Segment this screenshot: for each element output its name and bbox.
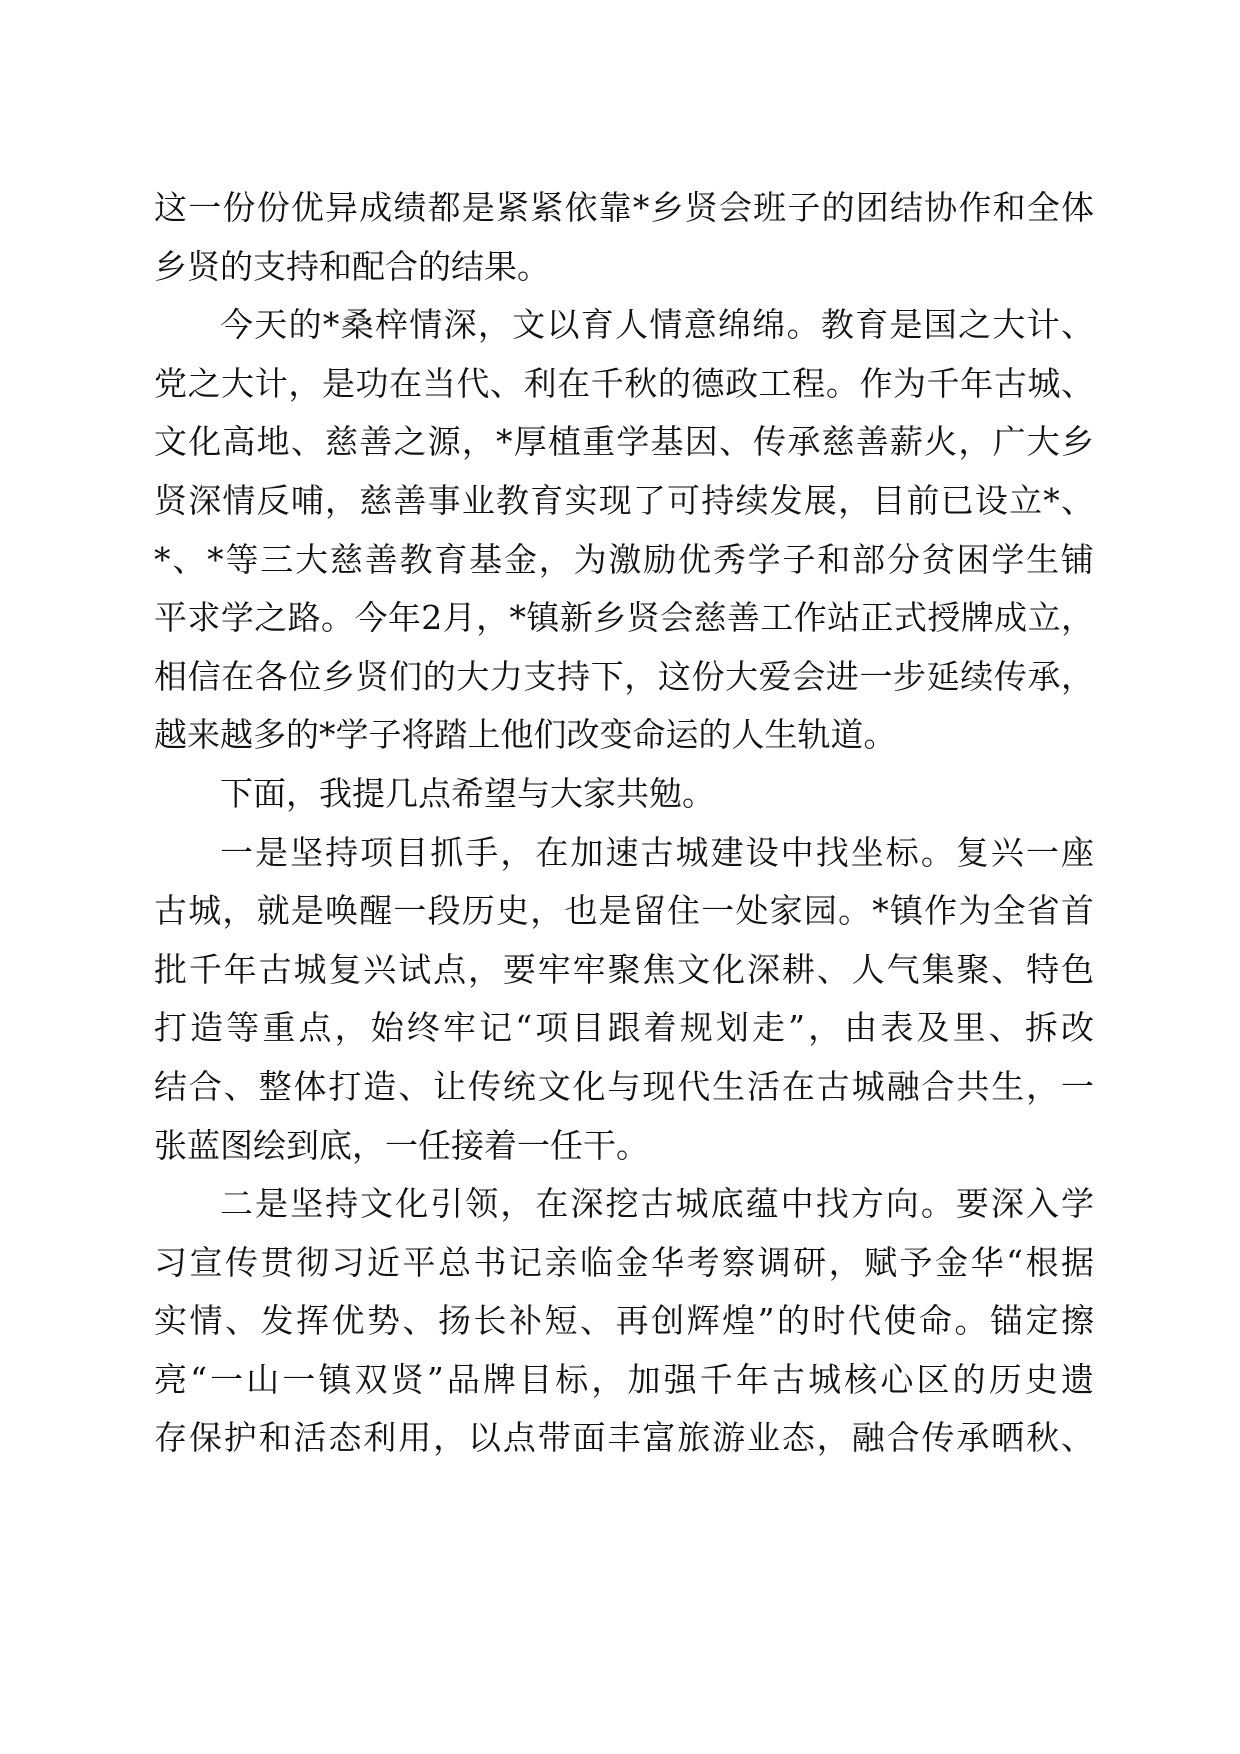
text-line: 越来越多的*学子将踏上他们改变命运的人生轨道。	[154, 715, 897, 755]
text-line: 乡贤的支持和配合的结果。	[154, 246, 550, 286]
text-line: 平求学之路。今年2月，*镇新乡贤会慈善工作站正式授牌成立，	[154, 598, 1094, 638]
paragraph-first-line: 下面，我提几点希望与大家共勉。	[220, 773, 715, 813]
paragraph-first-line: 二是坚持文化引领，在深挖古城底蕴中找方向。要深入学	[220, 1184, 1094, 1224]
text-line: 结合、整体打造、让传统文化与现代生活在古城融合共生，一	[154, 1066, 1094, 1106]
text-line: 存保护和活态利用，以点带面丰富旅游业态，融合传承晒秋、	[154, 1418, 1094, 1458]
text-line: 这一份份优异成绩都是紧紧依靠*乡贤会班子的团结协作和全体	[154, 188, 1094, 227]
text-line: 古城，就是唤醒一段历史，也是留住一处家园。*镇作为全省首	[154, 891, 1094, 931]
text-line: 习宣传贯彻习近平总书记亲临金华考察调研，赋予金华“根据	[154, 1242, 1094, 1282]
text-line: 文化高地、慈善之源，*厚植重学基因、传承慈善薪火，广大乡	[154, 422, 1094, 462]
text-line: *、*等三大慈善教育基金，为激励优秀学子和部分贫困学生铺	[154, 539, 1094, 579]
text-line: 贤深情反哺，慈善事业教育实现了可持续发展，目前已设立*、	[154, 480, 1094, 520]
document-body	[154, 179, 1094, 1468]
paragraph-first-line: 一是坚持项目抓手，在加速古城建设中找坐标。复兴一座	[220, 832, 1094, 872]
text-line: 相信在各位乡贤们的大力支持下，这份大爱会进一步延续传承，	[154, 656, 1094, 696]
text-line: 张蓝图绘到底，一任接着一任干。	[154, 1125, 649, 1165]
text-line: 打造等重点，始终牢记“项目跟着规划走”，由表及里、拆改	[154, 1008, 1094, 1048]
text-line: 党之大计，是功在当代、利在千秋的德政工程。作为千年古城、	[154, 363, 1094, 403]
text-line: 亮“一山一镇双贤”品牌目标，加强千年古城核心区的历史遗	[154, 1359, 1094, 1399]
text-line: 实情、发挥优势、扬长补短、再创辉煌”的时代使命。锚定擦	[154, 1301, 1094, 1341]
text-line: 批千年古城复兴试点，要牢牢聚焦文化深耕、人气集聚、特色	[154, 949, 1094, 989]
paragraph-first-line: 今天的*桑梓情深，文以育人情意绵绵。教育是国之大计、	[220, 305, 1094, 345]
